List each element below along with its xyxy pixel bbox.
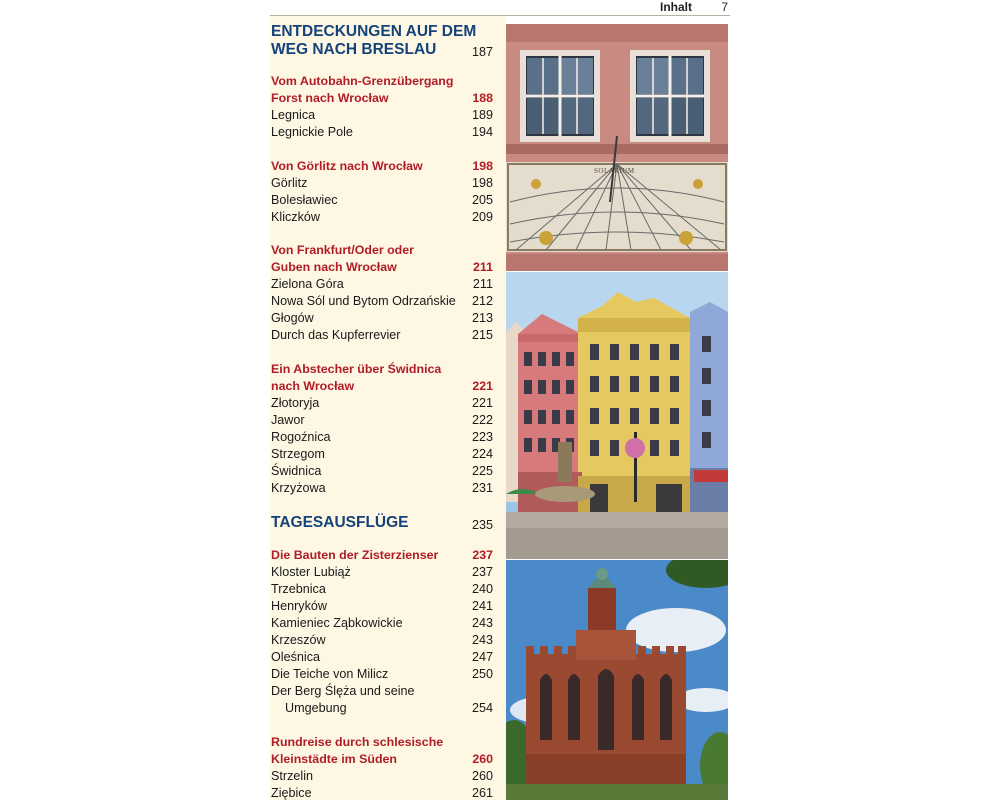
town-houses-illustration xyxy=(506,272,728,559)
section-title: Inhalt xyxy=(660,0,692,14)
church-illustration xyxy=(506,560,728,800)
sundial-illustration xyxy=(506,24,728,271)
church-photo xyxy=(506,560,728,800)
photo-column xyxy=(506,24,728,800)
running-header xyxy=(270,0,730,16)
sundial-photo xyxy=(506,24,728,271)
page-number: 7 xyxy=(721,0,728,14)
table-of-contents: ENTDECKUNGEN AUF DEM WEG NACH BRESLAU 187 Vom Autobahn-Grenzübergang Forst nach Wrocław 188 Legnica 189 Legnickie Pole 194 Von Görlitz nach Wrocław 198 Görlitz 198 Bolesławiec 205 Kliczków 209 Von Frankfurt/Oder oder Guben nach Wrocław 211 Zielona Góra 211 Nowa Sól und Bytom Odrzańskie 212 Głogów 213 Durch das Kupferrevier 215 Ein Abstecher über Świdnica nach Wrocław 221 Złotoryja 221 Jawor 222 Rogoźnica 223 Strzegom 224 Świdnica 225 Krzyżowa 231 TAGESAUSFLÜGE 235 Die Bauten der Zisterzienser 237 Kloster Lubiąż 237 Trzebnica 240 Henryków 241 Kamieniec Ząbkowickie 243 Krzeszów 243 Oleśnica 247 Die Teiche von Milicz 250 Der Berg Ślęża und seine Umgebung 254 Rundreise durch schlesische Kleinstädte im Süden 260 Strzelin 260 Ziębice 261 xyxy=(270,16,506,800)
town-houses-photo xyxy=(506,272,728,559)
sundial-motto: SOLARIUM xyxy=(594,167,635,175)
